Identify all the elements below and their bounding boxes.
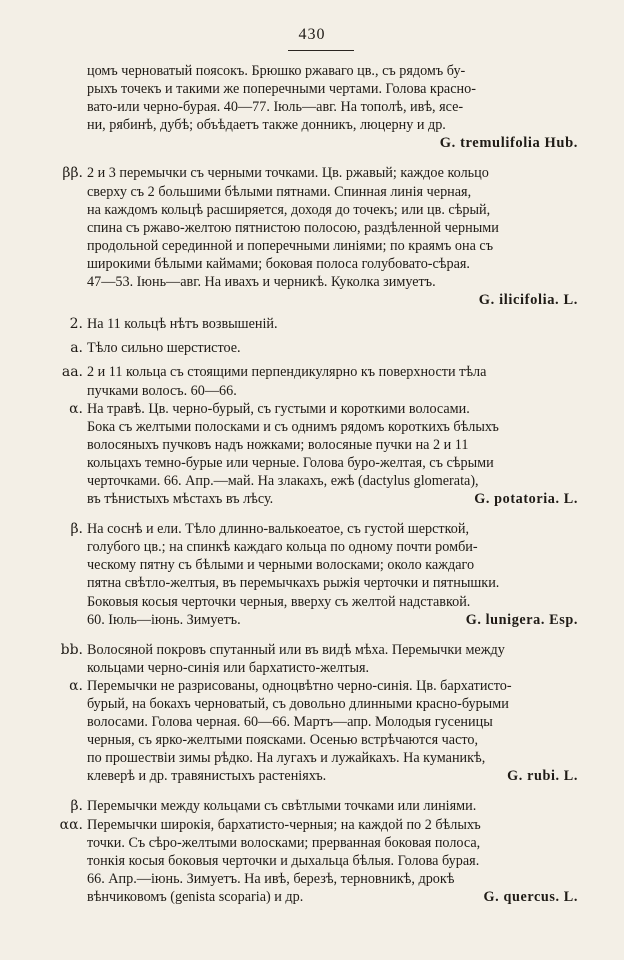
text-line: 2 и 3 перемычки съ черными точками. Цв. ржавый; каждое кольцо [87, 165, 489, 182]
text-line: Бока съ желтыми полосками и съ однимъ рядомъ короткихъ бѣлыхъ [87, 418, 499, 435]
text-block-1 [62, 164, 584, 309]
section-marker: 2. [69, 316, 83, 333]
section-marker: bb. [60, 641, 83, 658]
section-marker: aa. [61, 364, 83, 381]
section-marker: a. [70, 340, 83, 357]
header-rule [288, 50, 354, 51]
text-line-end: клеверѣ и др. травянистыхъ растеніяхъ. [87, 768, 327, 785]
text-line: черточками. 66. Апр.—май. На злакахъ, ежѣ (dactylus glomerata), [87, 472, 479, 489]
species-name: G. lunigera. Esp. [465, 611, 578, 628]
section-marker: α. [69, 400, 83, 417]
text-line-end: въ тѣнистыхъ мѣстахъ въ лѣсу. [87, 491, 274, 508]
species-name: G. rubi. L. [507, 768, 578, 785]
text-line: ческому пятну съ бѣлыми и черными волосками; около каждаго [87, 557, 475, 574]
text-line: ни, рябинѣ, дубѣ; объѣдаетъ также донникъ, люцерну и др. [87, 117, 446, 134]
text-line: Перемычки не разрисованы, одноцвѣтно черно-синія. Цв. бархатисто- [87, 677, 512, 694]
text-block-8 [69, 677, 584, 786]
page-number: 430 [298, 26, 326, 43]
text-line: волосами. Голова черная. 60—66. Мартъ—апр. Молодыя гусеницы [87, 714, 493, 731]
section-marker: ββ. [62, 165, 83, 182]
text-line [87, 888, 584, 906]
section-marker: β. [70, 798, 83, 815]
text-line: Перемычки между кольцами съ свѣтлыми точками или линіями. [87, 798, 477, 815]
species-name: G. quercus. L. [483, 888, 578, 905]
text-line: бурый, на бокахъ черноватый, съ довольно длинными красно-бурыми [87, 696, 509, 712]
text-block-0 [87, 62, 584, 152]
text-line: 47—53. Іюнь—авг. На ивахъ и черникѣ. Куколка зимуетъ. [87, 274, 436, 291]
text-line: вато-или черно-бурая. 40—77. Іюль—авг. На тополѣ, ивѣ, ясе- [87, 99, 464, 116]
text-line: пучками волосъ. 60—66. [87, 382, 237, 399]
page-content [59, 62, 584, 906]
text-line: волосяныхъ пучковъ надъ ножками; волосяные пучки на 2 и 11 [87, 436, 469, 453]
text-line: рыхъ точекъ и такими же поперечными чертами. Голова красно- [87, 81, 476, 98]
text-block-6 [70, 520, 584, 629]
text-line [87, 490, 584, 508]
text-line: На 11 кольцѣ нѣтъ возвышеній. [87, 316, 278, 333]
text-line: На травѣ. Цв. черно-бурый, съ густыми и короткими волосами. [87, 400, 470, 417]
species-name: G. ilicifolia. L. [478, 292, 578, 309]
text-block-7 [60, 641, 584, 677]
text-line: пятна свѣтло-желтыя, въ перемычкахъ рыжія черточки и пятнышки. [87, 575, 500, 592]
text-block-3 [70, 339, 584, 357]
text-line: черныя, съ ярко-желтыми поясками. Осенью встрѣчаются часто, [87, 732, 479, 749]
text-line: кольцахъ темно-бурые или черные. Голова буро-желтая, съ сѣрыми [87, 454, 494, 471]
text-line [87, 767, 584, 785]
section-marker: β. [70, 521, 83, 538]
text-block-2 [69, 315, 584, 333]
text-line: Тѣло сильно шерстистое. [87, 340, 241, 357]
text-line: сверху съ 2 большими бѣлыми пятнами. Спинная линія черная, [87, 183, 472, 200]
text-line: точки. Съ сѣро-желтыми волосками; прерванная боковая полоса, [87, 834, 481, 851]
text-block-9 [70, 797, 584, 815]
text-line-end: 60. Іюль—іюнь. Зимуетъ. [87, 611, 241, 628]
text-line: 2 и 11 кольца съ стоящими перпендикулярно къ поверхности тѣла [87, 364, 487, 381]
text-line: На соснѣ и ели. Тѣло длинно-валькоеатое, съ густой шерсткой, [87, 521, 470, 538]
text-line: продольной серединной и поперечными линіями; по краямъ она съ [87, 237, 494, 254]
species-name: G. potatoria. L. [474, 491, 578, 508]
text-line: кольцами черно-синія или бархатисто-желтыя. [87, 659, 370, 676]
text-line: Перемычки широкія, бархатисто-черныя; на каждой по 2 бѣлыхъ [87, 816, 481, 833]
section-marker: α. [69, 677, 83, 694]
text-line: на каждомъ кольцѣ расширяется, доходя до точекъ; или цв. сѣрый, [87, 201, 491, 218]
text-line: голубого цв.; на спинкѣ каждаго кольца по одному почти ромби- [87, 539, 478, 556]
text-line: Волосяной покровъ спутанный или въ видѣ мѣха. Перемычки между [87, 641, 505, 658]
text-block-4 [61, 363, 584, 399]
species-name: G. tremulifolia Hub. [439, 135, 578, 152]
text-line: по прошествіи зимы рѣдко. На лугахъ и лужайкахъ. На куманикѣ, [87, 750, 486, 767]
text-line: спина съ ржаво-желтою пятнистою полосою, раздѣленной черными [87, 219, 499, 236]
text-block-10 [59, 816, 584, 906]
text-line: 66. Апр.—іюнь. Зимуетъ. На ивѣ, березѣ, терновникѣ, дрокѣ [87, 870, 455, 887]
text-line [87, 611, 584, 629]
section-marker: αα. [59, 816, 83, 833]
text-line-end: вѣнчиковомъ (genista scoparia) и др. [87, 888, 304, 905]
text-line: цомъ черноватый поясокъ. Брюшко ржаваго цв., съ рядомъ бу- [87, 63, 466, 79]
text-line: тонкія косыя боковыя черточки и дыхальца бѣлыя. Голова бурая. [87, 852, 480, 869]
text-line: Боковыя косыя черточки черныя, вверху съ желтой надставкой. [87, 593, 471, 610]
text-line: широкими бѣлыми каймами; боковая полоса голубовато-сѣрая. [87, 255, 470, 272]
text-block-5 [69, 400, 584, 509]
